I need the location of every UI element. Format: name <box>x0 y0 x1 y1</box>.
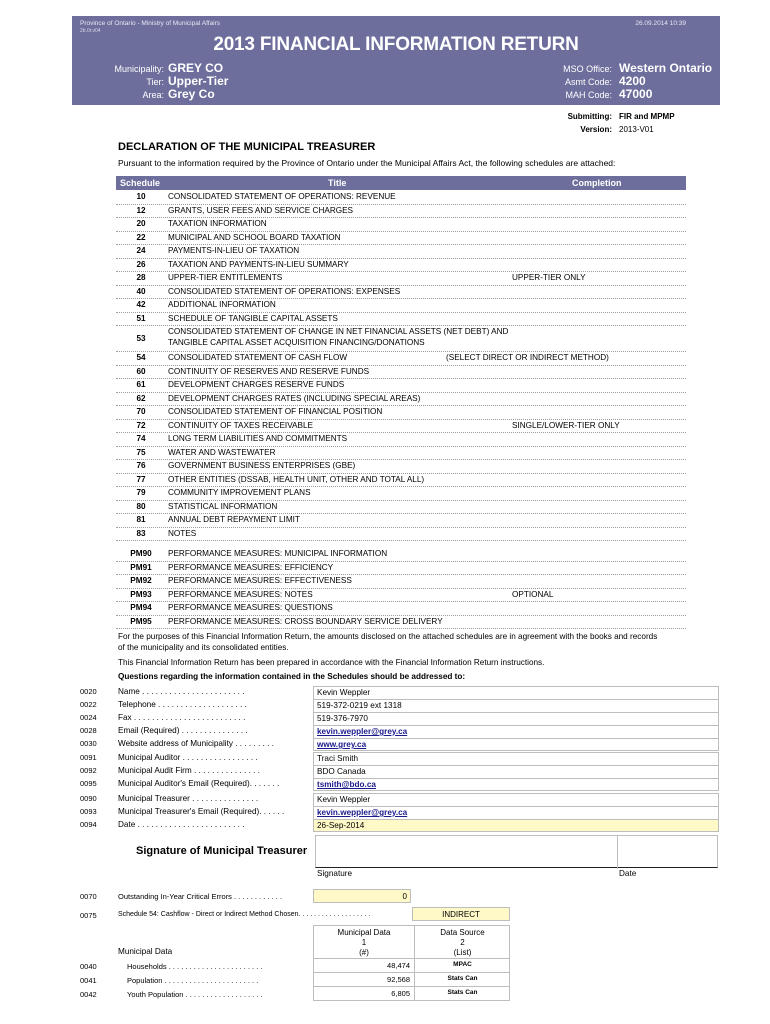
schedule-title <box>168 515 628 524</box>
municipal-data-value[interactable]: 48,474 <box>387 961 410 970</box>
schedule-number: 62 <box>136 393 146 403</box>
municipal-data-row <box>313 959 510 973</box>
municipal-data-code: 0040 <box>80 962 97 971</box>
field-input[interactable]: kevin.weppler@grey.ca <box>313 725 719 738</box>
field-label: Municipal Auditor's Email (Required). . . . . . . <box>118 779 280 788</box>
schedule-number: 70 <box>136 407 146 416</box>
field-code: 0091 <box>80 753 97 762</box>
version-value: 2013-V01 <box>619 125 654 134</box>
schedule-row <box>116 218 686 232</box>
schedule-title <box>168 327 628 347</box>
field-input[interactable]: Kevin Weppler <box>313 686 719 699</box>
prepared-text: This Financial Information Return has been prepared in accordance with the Financial Information Return instructions. <box>118 658 545 667</box>
errors-code: 0070 <box>80 892 97 901</box>
pm-number: PM90 <box>130 549 152 558</box>
field-input[interactable]: 26-Sep-2014 <box>313 819 719 832</box>
field-label: Municipal Treasurer . . . . . . . . . . . . . . . <box>118 794 259 803</box>
pm-row <box>116 575 686 589</box>
field-row <box>0 793 720 806</box>
field-row <box>0 765 720 778</box>
schedule-number: 60 <box>136 366 146 376</box>
schedule-row <box>116 406 686 420</box>
pm-row <box>116 548 686 562</box>
schedule-title-line: STATISTICAL INFORMATION <box>168 501 278 511</box>
schedule-number: 51 <box>136 313 146 323</box>
ministry-label: Province of Ontario - Ministry of Municipal Affairs <box>80 20 221 27</box>
schedule-row <box>116 379 686 393</box>
completion-note: (SELECT DIRECT OR INDIRECT METHOD) <box>446 353 609 362</box>
schedule-row <box>116 528 686 542</box>
declaration-title: DECLARATION OF THE MUNICIPAL TREASURER <box>118 141 376 153</box>
field-label: Municipal Treasurer's Email (Required). . . . . . <box>118 807 285 816</box>
schedule-title-line: CONSOLIDATED STATEMENT OF OPERATIONS: EXPENSES <box>168 286 401 296</box>
schedule-title-line: CONSOLIDATED STATEMENT OF CHANGE IN NET FINANCIAL ASSETS (NET DEBT) AND <box>168 327 509 336</box>
pm-number: PM94 <box>130 603 152 612</box>
field-code: 0090 <box>80 794 97 803</box>
schedule-title-line: GRANTS, USER FEES AND SERVICE CHARGES <box>168 205 354 215</box>
schedule-title-line: CONTINUITY OF RESERVES AND RESERVE FUNDS <box>168 366 370 376</box>
schedule-title-line: NOTES <box>168 528 197 538</box>
field-row <box>0 738 720 751</box>
pm-title: PERFORMANCE MEASURES: QUESTIONS <box>168 603 333 612</box>
schedule-title-line: PAYMENTS-IN-LIEU OF TAXATION <box>168 246 300 255</box>
field-label: Fax . . . . . . . . . . . . . . . . . . . . . . . . . <box>118 713 246 722</box>
schedule-title <box>168 434 628 443</box>
col1-title: Municipal Data <box>337 928 391 937</box>
field-code: 0092 <box>80 766 97 775</box>
schedule-title-line: DEVELOPMENT CHARGES RESERVE FUNDS <box>168 380 345 389</box>
asmt-label: Asmt Code: <box>564 77 612 87</box>
schedule-number: 28 <box>136 273 146 282</box>
schedule-title <box>168 448 628 457</box>
field-label: Website address of Municipality . . . . . . . . . <box>118 739 274 748</box>
field-row <box>0 712 720 725</box>
cashflow-method-select[interactable]: INDIRECT <box>412 907 510 921</box>
schedule-title-line: MUNICIPAL AND SCHOOL BOARD TAXATION <box>168 232 341 242</box>
schedule-row <box>116 286 686 300</box>
schedule-title <box>168 192 628 201</box>
mah-label: MAH Code: <box>565 90 612 100</box>
data-source-value[interactable]: Stats Can <box>447 989 478 996</box>
header-banner <box>72 16 720 105</box>
schedule-title-line: GOVERNMENT BUSINESS ENTERPRISES (GBE) <box>168 461 356 470</box>
municipal-data-value[interactable]: 92,568 <box>387 975 410 984</box>
data-source-value[interactable]: MPAC <box>453 961 472 968</box>
schedule-number: 83 <box>136 528 146 538</box>
page-title: 2013 FINANCIAL INFORMATION RETURN <box>213 34 579 55</box>
schedule-title-line: TAXATION INFORMATION <box>168 219 267 228</box>
schedule-row <box>116 433 686 447</box>
field-code: 0028 <box>80 726 97 735</box>
asmt-value: 4200 <box>619 74 646 88</box>
schedule-title <box>168 287 628 296</box>
schedule-number: 79 <box>136 488 146 497</box>
schedule-row <box>116 420 686 434</box>
schedule-title <box>168 394 628 403</box>
schedule-title <box>168 475 628 484</box>
mso-label: MSO Office: <box>563 64 612 74</box>
schedule-number: 80 <box>136 501 146 511</box>
schedule-number: 61 <box>136 380 146 389</box>
municipality-label: Municipality: <box>114 64 164 74</box>
schedule-title <box>168 461 628 470</box>
field-code: 0030 <box>80 739 97 748</box>
schedule-title-line: ADDITIONAL INFORMATION <box>168 300 276 309</box>
schedule-title <box>168 246 628 255</box>
schedule-title-line: ANNUAL DEBT REPAYMENT LIMIT <box>168 515 300 524</box>
agreement-text <box>118 631 688 653</box>
pm-title: PERFORMANCE MEASURES: CROSS BOUNDARY SERVICE DELIVERY <box>168 616 443 626</box>
schedule-title <box>168 260 628 269</box>
field-row <box>0 699 720 712</box>
field-input[interactable]: Traci Smith <box>313 752 719 765</box>
pm-row <box>116 602 686 616</box>
cashflow-label: Schedule 54: Cashflow - Direct or Indirect Method Chosen. . . . . . . . . . . . . . . . . . . <box>118 911 371 918</box>
field-row <box>0 725 720 738</box>
tier-label: Tier: <box>146 77 164 87</box>
col-completion: Completion <box>572 178 622 188</box>
municipal-data-row <box>313 987 510 1001</box>
field-label: Name . . . . . . . . . . . . . . . . . . . . . . . <box>118 687 245 696</box>
municipal-data-label: Municipal Data <box>118 947 173 956</box>
schedule-number: 53 <box>136 334 146 343</box>
schedule-number: 42 <box>136 300 146 309</box>
date-label: Date <box>619 869 637 878</box>
municipality-value: GREY CO <box>168 61 224 75</box>
field-label: Municipal Audit Firm . . . . . . . . . . . . . . . <box>118 766 260 775</box>
schedule-title-line: LONG TERM LIABILITIES AND COMMITMENTS <box>168 434 348 443</box>
col2-unit: (List) <box>453 948 472 957</box>
schedule-number: 20 <box>136 219 146 228</box>
completion-note: OPTIONAL <box>512 589 554 599</box>
errors-label: Outstanding In-Year Critical Errors . . . . . . . . . . . . <box>118 892 282 901</box>
schedule-title <box>168 407 628 416</box>
municipal-data-value[interactable]: 6,805 <box>391 989 410 998</box>
col2-number: 2 <box>460 938 465 947</box>
version-label-wrap <box>540 125 612 135</box>
pm-row <box>116 616 686 630</box>
submitting-value: FIR and MPMP <box>619 112 675 121</box>
schedule-row <box>116 487 686 501</box>
version-label: Version: <box>580 125 612 134</box>
schedule-title-line: DEVELOPMENT CHARGES RATES (INCLUDING SPECIAL AREAS) <box>168 393 421 403</box>
col-title: Title <box>328 178 347 188</box>
schedule-row <box>116 474 686 488</box>
pm-title: PERFORMANCE MEASURES: EFFICIENCY <box>168 562 334 572</box>
field-label: Email (Required) . . . . . . . . . . . . . . . <box>118 726 248 735</box>
pm-number: PM92 <box>130 576 152 585</box>
pm-row <box>116 589 686 603</box>
schedule-title <box>168 529 628 538</box>
schedule-number: 81 <box>136 515 146 524</box>
schedule-title-line-2: TANGIBLE CAPITAL ASSET ACQUISITION FINANCING/DONATIONS <box>168 338 425 347</box>
pm-title: PERFORMANCE MEASURES: NOTES <box>168 589 313 599</box>
schedule-row <box>116 205 686 219</box>
schedule-number: 22 <box>136 232 146 242</box>
schedule-row <box>116 514 686 528</box>
schedule-title <box>168 367 628 376</box>
schedule-number: 75 <box>136 447 146 457</box>
field-code: 0024 <box>80 713 97 722</box>
municipal-data-row <box>313 973 510 987</box>
schedule-title-line: CONSOLIDATED STATEMENT OF CASH FLOW <box>168 353 348 362</box>
field-code: 0094 <box>80 820 97 829</box>
schedule-title-line: WATER AND WASTEWATER <box>168 447 276 457</box>
completion-note: UPPER-TIER ONLY <box>512 273 586 282</box>
field-row <box>0 806 720 819</box>
submitting-label-wrap <box>540 112 612 122</box>
schedule-number: 26 <box>136 259 146 269</box>
schedule-table-header <box>116 176 686 190</box>
municipal-data-row-label: Households . . . . . . . . . . . . . . . . . . . . . . . <box>127 962 263 971</box>
municipal-data-header <box>313 925 510 959</box>
field-label: Telephone . . . . . . . . . . . . . . . . . . . . <box>118 700 247 709</box>
signature-box[interactable] <box>315 835 718 868</box>
field-code: 0093 <box>80 807 97 816</box>
schedule-row <box>116 460 686 474</box>
schedule-title-line: CONSOLIDATED STATEMENT OF FINANCIAL POSITION <box>168 407 383 416</box>
area-value: Grey Co <box>168 87 215 101</box>
field-label: Municipal Auditor . . . . . . . . . . . . . . . . . <box>118 753 258 762</box>
schedule-title <box>168 502 628 511</box>
questions-text: Questions regarding the information contained in the Schedules should be addressed to: <box>118 672 466 681</box>
data-source-value[interactable]: Stats Can <box>447 975 478 982</box>
schedule-row <box>116 272 686 286</box>
field-input[interactable]: Kevin Weppler <box>313 793 719 806</box>
schedule-title-line: OTHER ENTITIES (DSSAB, HEALTH UNIT, OTHER AND TOTAL ALL) <box>168 474 425 484</box>
schedule-row <box>116 501 686 515</box>
field-row <box>0 819 720 832</box>
mah-value: 47000 <box>619 87 653 101</box>
schedule-row <box>116 245 686 259</box>
schedule-row <box>116 191 686 205</box>
schedule-number: 54 <box>136 353 146 362</box>
schedule-number: 24 <box>136 246 146 255</box>
tier-value: Upper-Tier <box>168 74 229 88</box>
schedule-number: 10 <box>136 192 146 201</box>
col2-title: Data Source <box>440 928 485 937</box>
pm-number: PM93 <box>130 589 152 599</box>
area-label: Area: <box>142 90 164 100</box>
schedule-number: 77 <box>136 474 146 484</box>
declaration-intro: Pursuant to the information required by the Province of Ontario under the Municipal Affairs Act, the following schedules are attached: <box>118 158 616 168</box>
schedule-row <box>116 352 686 366</box>
agreement-line-1: For the purposes of this Financial Information Return, the amounts disclosed on the attached schedules are in agreement with the books and records <box>118 632 658 641</box>
schedule-number: 40 <box>136 286 146 296</box>
schedule-row <box>116 447 686 461</box>
col1-unit: (#) <box>359 948 369 957</box>
field-row <box>0 752 720 765</box>
municipal-data-code: 0042 <box>80 990 97 999</box>
col-data-source <box>414 928 511 958</box>
schedule-row <box>116 313 686 327</box>
schedule-title-line: UPPER-TIER ENTITLEMENTS <box>168 273 283 282</box>
schedule-row <box>116 393 686 407</box>
errors-value[interactable]: 0 <box>313 889 411 903</box>
municipal-data-row-label: Population . . . . . . . . . . . . . . . . . . . . . . . <box>127 976 259 985</box>
municipal-data-code: 0041 <box>80 976 97 985</box>
schedule-row <box>116 326 686 352</box>
schedule-title <box>168 300 628 309</box>
field-input[interactable]: BDO Canada <box>313 765 719 778</box>
schedule-title <box>168 380 628 389</box>
field-row <box>0 686 720 699</box>
field-row <box>0 778 720 791</box>
field-input[interactable]: tsmith@bdo.ca <box>313 778 719 791</box>
schedule-row <box>116 232 686 246</box>
schedule-title <box>168 233 628 242</box>
version-code: 2b.0r.v04 <box>80 28 101 34</box>
field-code: 0020 <box>80 687 97 696</box>
signature-label: Signature <box>317 869 353 878</box>
schedule-row <box>116 366 686 380</box>
field-input[interactable]: 519-372-0219 ext 1318 <box>313 699 719 712</box>
print-datetime: 26.09.2014 10:39 <box>635 20 686 27</box>
pm-title: PERFORMANCE MEASURES: MUNICIPAL INFORMATION <box>168 549 388 558</box>
schedule-title <box>168 314 628 323</box>
field-label: Date . . . . . . . . . . . . . . . . . . . . . . . . <box>118 820 245 829</box>
schedule-row <box>116 299 686 313</box>
schedule-title <box>168 488 628 497</box>
pm-title: PERFORMANCE MEASURES: EFFECTIVENESS <box>168 576 352 585</box>
mso-value: Western Ontario <box>619 61 713 75</box>
schedule-number: 74 <box>136 434 146 443</box>
field-input[interactable]: www.grey.ca <box>313 738 719 751</box>
col1-number: 1 <box>361 938 367 947</box>
schedule-row <box>116 259 686 273</box>
col-municipal-data <box>314 928 414 958</box>
field-code: 0022 <box>80 700 97 709</box>
schedule-title-line: CONSOLIDATED STATEMENT OF OPERATIONS: REVENUE <box>168 192 396 201</box>
col-schedule: Schedule <box>120 178 161 188</box>
schedule-title-line: TAXATION AND PAYMENTS-IN-LIEU SUMMARY <box>168 259 349 269</box>
schedule-title-line: CONTINUITY OF TAXES RECEIVABLE <box>168 420 313 430</box>
signature-title: Signature of Municipal Treasurer <box>136 845 308 857</box>
field-code: 0095 <box>80 779 97 788</box>
schedule-number: 12 <box>136 205 146 215</box>
pm-number: PM95 <box>130 616 152 626</box>
schedule-title-line: SCHEDULE OF TANGIBLE CAPITAL ASSETS <box>168 313 338 323</box>
municipal-data-row-label: Youth Population . . . . . . . . . . . . . . . . . . . <box>127 990 263 999</box>
field-input[interactable]: kevin.weppler@grey.ca <box>313 806 719 819</box>
agreement-line-2: of the municipality and its consolidated entities. <box>118 643 289 652</box>
schedule-title <box>168 219 628 228</box>
pm-number: PM91 <box>130 562 152 572</box>
cashflow-code: 0075 <box>80 911 97 920</box>
field-input[interactable]: 519-376-7970 <box>313 712 719 725</box>
submitting-label: Submitting: <box>567 112 612 121</box>
schedule-number: 72 <box>136 420 146 430</box>
completion-note: SINGLE/LOWER-TIER ONLY <box>512 420 620 430</box>
schedule-title-line: COMMUNITY IMPROVEMENT PLANS <box>168 488 311 497</box>
schedule-title <box>168 206 628 215</box>
pm-row <box>116 562 686 576</box>
schedule-number: 76 <box>136 461 146 470</box>
